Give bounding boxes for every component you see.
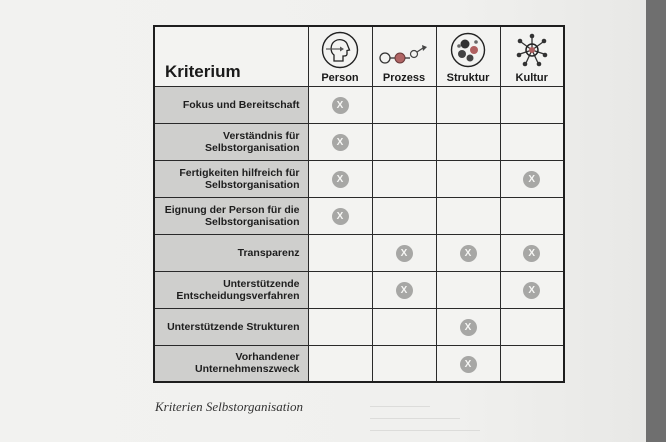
dimension-cell bbox=[500, 86, 564, 123]
dimension-cell bbox=[372, 197, 436, 234]
dimension-cell bbox=[308, 197, 372, 234]
dimension-cell bbox=[308, 345, 372, 382]
dimension-header-struktur bbox=[436, 26, 500, 86]
dimension-cell bbox=[436, 234, 500, 271]
check-mark-icon: X bbox=[523, 245, 540, 262]
dimension-cell bbox=[372, 160, 436, 197]
criterion-label: Eignung der Person für die Selbstorganisation bbox=[154, 197, 308, 234]
dimension-cell bbox=[372, 86, 436, 123]
criteria-table bbox=[153, 25, 565, 383]
dimension-cell bbox=[436, 160, 500, 197]
check-mark-icon: X bbox=[332, 134, 349, 151]
dimension-cell bbox=[500, 308, 564, 345]
table-row bbox=[154, 160, 564, 197]
criterion-label: Transparenz bbox=[154, 234, 308, 271]
dimension-cell bbox=[308, 308, 372, 345]
table-row bbox=[154, 308, 564, 345]
dimension-cell bbox=[372, 234, 436, 271]
culture-network-icon bbox=[513, 31, 551, 69]
table-row bbox=[154, 86, 564, 123]
dimension-cell bbox=[308, 234, 372, 271]
table-row bbox=[154, 234, 564, 271]
check-mark-icon: X bbox=[332, 171, 349, 188]
criterion-header: Kriterium bbox=[154, 26, 308, 86]
criterion-label: Vorhandener Unternehmenszweck bbox=[154, 345, 308, 382]
dimension-cell bbox=[372, 123, 436, 160]
criteria-rows bbox=[154, 86, 564, 382]
criterion-label: Fertigkeiten hilfreich für Selbstorganisation bbox=[154, 160, 308, 197]
dimension-cell bbox=[372, 345, 436, 382]
structure-circles-icon bbox=[449, 31, 487, 69]
check-mark-icon: X bbox=[332, 97, 349, 114]
dimension-cell bbox=[308, 160, 372, 197]
check-mark-icon: X bbox=[396, 245, 413, 262]
criterion-label: Fokus und Bereitschaft bbox=[154, 86, 308, 123]
dimension-label: Prozess bbox=[382, 71, 426, 84]
head-profile-icon bbox=[320, 31, 360, 69]
dimension-cell bbox=[500, 345, 564, 382]
dimension-cell bbox=[500, 123, 564, 160]
dimension-header-person bbox=[308, 26, 372, 86]
table-header-row bbox=[154, 26, 564, 86]
check-mark-icon: X bbox=[523, 171, 540, 188]
dimension-cell bbox=[436, 123, 500, 160]
dimension-header-prozess bbox=[372, 26, 436, 86]
table-row bbox=[154, 123, 564, 160]
dimension-cell bbox=[436, 308, 500, 345]
dimension-cell bbox=[308, 86, 372, 123]
check-mark-icon: X bbox=[332, 208, 349, 225]
dimension-cell bbox=[500, 271, 564, 308]
table-row bbox=[154, 197, 564, 234]
check-mark-icon: X bbox=[523, 282, 540, 299]
table-row bbox=[154, 345, 564, 382]
dimension-header-kultur bbox=[500, 26, 564, 86]
check-mark-icon: X bbox=[460, 356, 477, 373]
criterion-label: Unterstützende Entscheidungsverfahren bbox=[154, 271, 308, 308]
check-mark-icon: X bbox=[460, 245, 477, 262]
dimension-label: Person bbox=[321, 71, 359, 84]
dimension-cell bbox=[436, 197, 500, 234]
bleed-through-line bbox=[370, 406, 430, 407]
dimension-cell bbox=[500, 160, 564, 197]
table-row bbox=[154, 271, 564, 308]
dimension-cell bbox=[308, 123, 372, 160]
dimension-cell bbox=[500, 197, 564, 234]
dimension-cell bbox=[436, 86, 500, 123]
table-caption: Kriterien Selbstorganisation bbox=[155, 399, 303, 414]
criterion-label: Unterstützende Strukturen bbox=[154, 308, 308, 345]
criterion-label: Verständnis für Selbstorganisation bbox=[154, 123, 308, 160]
process-flow-icon bbox=[378, 39, 430, 69]
dimension-cell bbox=[308, 271, 372, 308]
dimension-cell bbox=[372, 308, 436, 345]
bleed-through-line bbox=[370, 418, 460, 419]
dimension-cell bbox=[372, 271, 436, 308]
dimension-cell bbox=[436, 345, 500, 382]
dimension-label: Kultur bbox=[515, 71, 548, 84]
dimension-cell bbox=[436, 271, 500, 308]
bleed-through-line bbox=[370, 430, 480, 431]
dimension-label: Struktur bbox=[446, 71, 490, 84]
dimension-cell bbox=[500, 234, 564, 271]
check-mark-icon: X bbox=[396, 282, 413, 299]
check-mark-icon: X bbox=[460, 319, 477, 336]
